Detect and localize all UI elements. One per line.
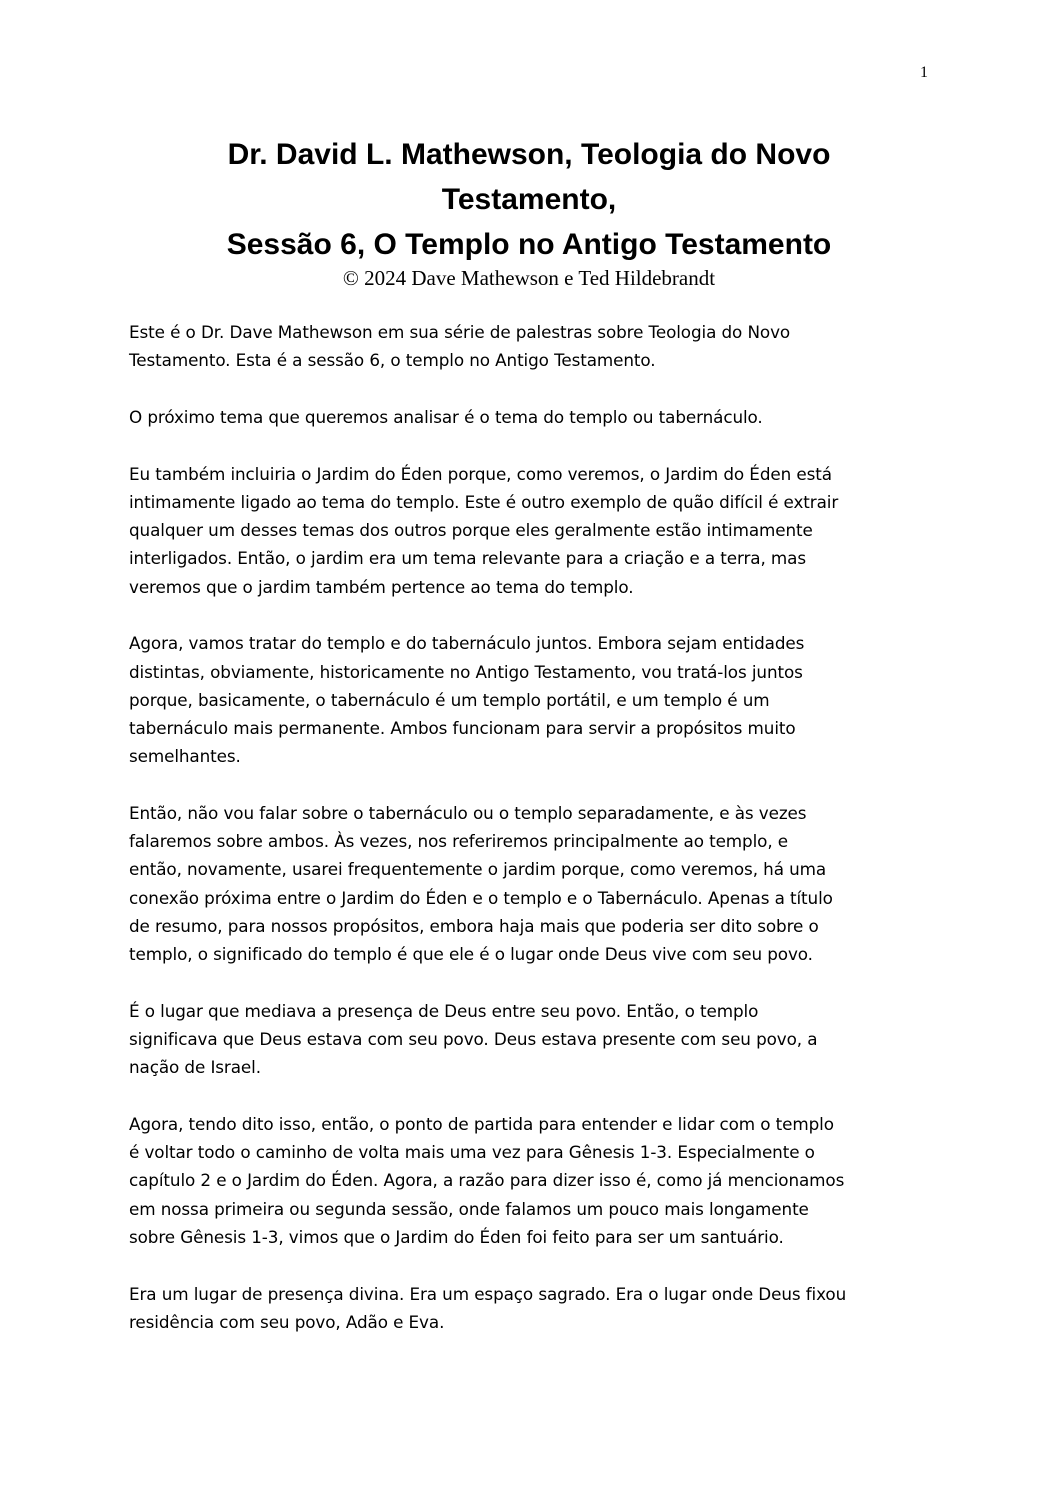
paragraph xyxy=(129,403,939,431)
paragraph-line: Este é o Dr. Dave Mathewson em sua série de palestras sobre Teologia do Novo xyxy=(129,322,791,342)
paragraph-line: veremos que o jardim também pertence ao tema do templo. xyxy=(129,576,634,597)
paragraph-line: Agora, tendo dito isso, então, o ponto de partida para entender e lidar com o templo xyxy=(129,1114,834,1135)
copyright-notice: © 2024 Dave Mathewson e Ted Hildebrandt xyxy=(342,266,716,290)
paragraph-line: Testamento. Esta é a sessão 6, o templo no Antigo Testamento. xyxy=(129,350,656,371)
paragraph-line: Então, não vou falar sobre o tabernáculo ou o templo separadamente, e às vezes xyxy=(129,803,807,824)
paragraph-line: de resumo, para nossos propósitos, embora haja mais que poderia ser dito sobre o xyxy=(129,915,819,936)
paragraph-line: falaremos sobre ambos. Às vezes, nos referiremos principalmente ao templo, e xyxy=(129,831,789,852)
paragraph-line: templo, o significado do templo é que ele é o lugar onde Deus vive com seu povo. xyxy=(129,944,813,965)
document-body xyxy=(129,318,939,1365)
paragraph-line: Agora, vamos tratar do templo e do tabernáculo juntos. Embora sejam entidades xyxy=(129,633,805,654)
paragraph-line: sobre Gênesis 1-3, vimos que o Jardim do Éden foi feito para ser um santuário. xyxy=(129,1226,784,1247)
paragraph-line: O próximo tema que queremos analisar é o tema do templo ou tabernáculo. xyxy=(129,407,763,427)
paragraph-line: então, novamente, usarei frequentemente o jardim porque, como veremos, há uma xyxy=(129,859,827,880)
paragraph-line: qualquer um desses temas dos outros porque eles geralmente estão intimamente xyxy=(129,520,813,541)
paragraph-line: é voltar todo o caminho de volta mais uma vez para Gênesis 1-3. Especialmente o xyxy=(129,1142,815,1163)
paragraph-line: intimamente ligado ao tema do templo. Este é outro exemplo de quão difícil é extrair xyxy=(129,492,839,512)
title-line: Sessão 6, O Templo no Antigo Testamento xyxy=(226,228,832,261)
title-line: Testamento, xyxy=(441,183,617,216)
paragraph-line: tabernáculo mais permanente. Ambos funcionam para servir a propósitos muito xyxy=(129,718,796,739)
paragraph xyxy=(129,460,939,601)
paragraph-line: nação de Israel. xyxy=(129,1057,261,1078)
title-block xyxy=(0,132,1058,291)
title-line: Dr. David L. Mathewson, Teologia do Novo xyxy=(227,138,831,171)
paragraph-line: significava que Deus estava com seu povo. Deus estava presente com seu povo, a xyxy=(129,1029,818,1050)
page-number: 1 xyxy=(920,64,928,81)
paragraph-line: residência com seu povo, Adão e Eva. xyxy=(129,1311,445,1332)
paragraph xyxy=(129,997,939,1082)
paragraph xyxy=(129,318,939,374)
paragraph-line: distintas, obviamente, historicamente no Antigo Testamento, vou tratá-los juntos xyxy=(129,661,803,682)
paragraph-line: porque, basicamente, o tabernáculo é um templo portátil, e um templo é um xyxy=(129,689,770,710)
paragraph-line: conexão próxima entre o Jardim do Éden e o templo e o Tabernáculo. Apenas a título xyxy=(129,887,833,908)
paragraph-line: em nossa primeira ou segunda sessão, onde falamos um pouco mais longamente xyxy=(129,1198,809,1219)
paragraph xyxy=(129,1280,939,1336)
paragraph xyxy=(129,629,939,770)
paragraph xyxy=(129,1110,939,1251)
paragraph-line: semelhantes. xyxy=(129,746,241,767)
paragraph-line: É o lugar que mediava a presença de Deus entre seu povo. Então, o templo xyxy=(129,1000,759,1021)
paragraph-line: capítulo 2 e o Jardim do Éden. Agora, a razão para dizer isso é, como já mencionamos xyxy=(129,1170,845,1191)
paragraph-line: interligados. Então, o jardim era um tema relevante para a criação e a terra, mas xyxy=(129,548,806,569)
paragraph-line: Era um lugar de presença divina. Era um espaço sagrado. Era o lugar onde Deus fixou xyxy=(129,1283,847,1304)
paragraph-line: Eu também incluiria o Jardim do Éden porque, como veremos, o Jardim do Éden está xyxy=(129,463,832,484)
paragraph xyxy=(129,799,939,968)
